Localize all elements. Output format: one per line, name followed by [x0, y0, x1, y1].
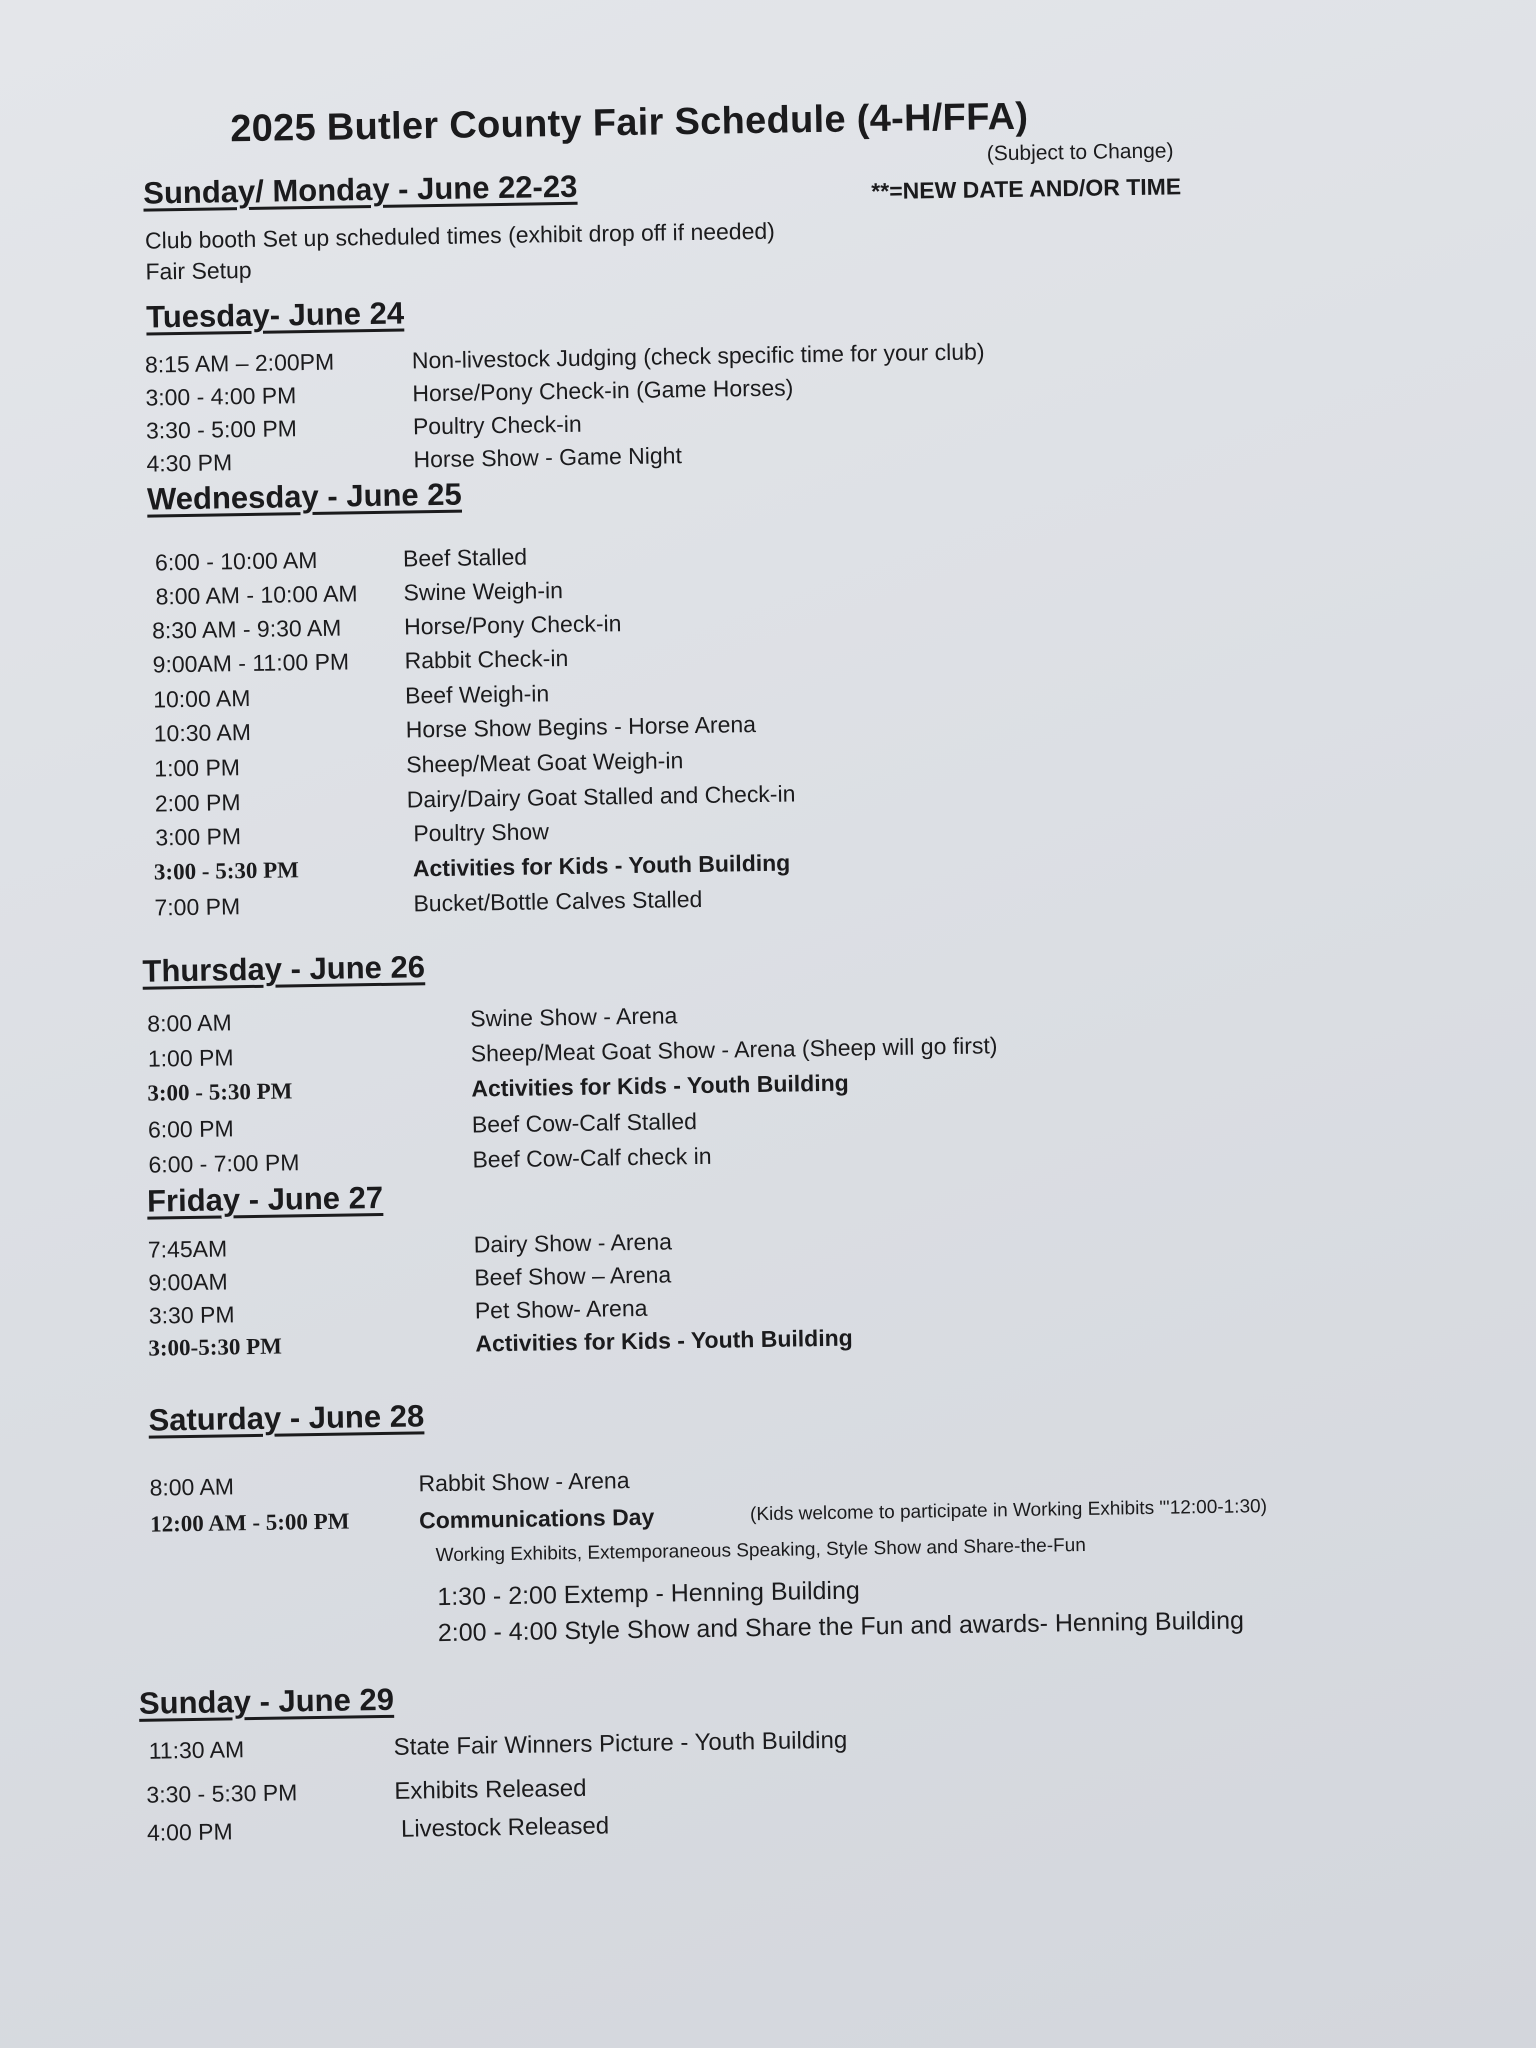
schedule-event: Bucket/Bottle Calves Stalled: [413, 885, 703, 917]
schedule-event: Sheep/Meat Goat Weigh-in: [406, 747, 684, 778]
schedule-time: 4:30 PM: [146, 449, 233, 477]
day-heading-tuesday: Tuesday- June 24: [145, 295, 405, 335]
schedule-time: 10:30 AM: [153, 718, 252, 747]
schedule-time: 9:00AM - 11:00 PM: [152, 648, 350, 678]
schedule-time: 8:15 AM – 2:00PM: [144, 348, 335, 378]
schedule-event: Poultry Show: [413, 818, 550, 847]
subject-note: (Subject to Change): [986, 139, 1174, 166]
schedule-event: Beef Stalled: [402, 543, 528, 572]
schedule-time: 3:30 PM: [148, 1301, 235, 1329]
schedule-time: 8:30 AM - 9:30 AM: [151, 614, 342, 644]
schedule-event: Horse Show - Game Night: [413, 442, 683, 473]
communications-sub-item: 1:30 - 2:00 Extemp - Henning Building: [437, 1576, 860, 1612]
schedule-event: Horse Show Begins - Horse Arena: [405, 711, 757, 743]
schedule-event: Dairy Show - Arena: [473, 1228, 673, 1258]
schedule-time: 8:00 AM - 10:00 AM: [155, 580, 358, 610]
setup-line: Fair Setup: [145, 256, 252, 285]
page-title: 2025 Butler County Fair Schedule (4-H/FFA): [229, 95, 1029, 151]
communications-sub-note: Working Exhibits, Extemporaneous Speaking, Style Show and Share-the-Fun: [435, 1534, 1087, 1567]
schedule-event: Communications Day: [418, 1503, 655, 1534]
schedule-event: Rabbit Show - Arena: [418, 1467, 630, 1497]
setup-line: Club booth Set up scheduled times (exhibit drop off if needed): [144, 217, 776, 254]
schedule-event: Dairy/Dairy Goat Stalled and Check-in: [406, 780, 796, 813]
schedule-time: 6:00 - 7:00 PM: [148, 1149, 300, 1178]
schedule-event: Horse/Pony Check-in (Game Horses): [412, 374, 794, 407]
schedule-time: 11:30 AM: [148, 1736, 245, 1764]
schedule-event: Beef Show – Arena: [474, 1261, 672, 1291]
schedule-time: 12:00 AM - 5:00 PM: [149, 1508, 350, 1537]
schedule-event: Beef Cow-Calf Stalled: [471, 1108, 698, 1138]
schedule-time: 9:00AM: [148, 1268, 228, 1296]
schedule-event: Livestock Released: [400, 1812, 610, 1843]
day-heading-wednesday: Wednesday - June 25: [146, 476, 463, 517]
schedule-event: Activities for Kids - Youth Building: [412, 849, 791, 882]
schedule-time: 3:00 - 4:00 PM: [145, 382, 297, 411]
day-heading-thursday: Thursday - June 26: [142, 949, 426, 989]
schedule-time: 8:00 AM: [147, 1009, 232, 1037]
schedule-time: 2:00 PM: [154, 789, 241, 817]
schedule-time: 6:00 - 10:00 AM: [154, 546, 318, 576]
schedule-event: Exhibits Released: [394, 1774, 587, 1805]
new-date-note: **=NEW DATE AND/OR TIME: [871, 173, 1182, 205]
schedule-time: 3:00 - 5:30 PM: [153, 857, 300, 885]
schedule-time: 1:00 PM: [147, 1044, 234, 1072]
schedule-event: Beef Cow-Calf check in: [472, 1142, 712, 1173]
schedule-event: Swine Show - Arena: [470, 1002, 678, 1032]
day-heading-sunday-monday: Sunday/ Monday - June 22-23: [142, 168, 578, 211]
schedule-time: 3:30 - 5:30 PM: [146, 1779, 298, 1808]
schedule-event: State Fair Winners Picture - Youth Building: [393, 1726, 848, 1761]
day-heading-sunday: Sunday - June 29: [138, 1681, 395, 1721]
schedule-event: Pet Show- Arena: [474, 1294, 648, 1324]
schedule-time: 6:00 PM: [147, 1115, 234, 1143]
schedule-time: 10:00 AM: [153, 684, 251, 713]
day-heading-friday: Friday - June 27: [146, 1179, 384, 1219]
communications-sub-item: 2:00 - 4:00 Style Show and Share the Fun and awards- Henning Building: [437, 1606, 1245, 1648]
schedule-time: 3:30 - 5:00 PM: [145, 415, 298, 444]
schedule-time: 1:00 PM: [154, 754, 241, 782]
schedule-event: Activities for Kids - Youth Building: [475, 1324, 853, 1357]
schedule-event: Non-livestock Judging (check specific time for your club): [411, 338, 985, 374]
schedule-event: Poultry Check-in: [412, 410, 582, 440]
schedule-time: 4:00 PM: [146, 1818, 233, 1846]
schedule-time: 7:00 PM: [154, 893, 241, 921]
communications-side-note: (Kids welcome to participate in Working Exhibits "'12:00-1:30): [749, 1496, 1268, 1526]
day-heading-saturday: Saturday - June 28: [148, 1398, 425, 1438]
schedule-time: 3:00 PM: [155, 823, 242, 851]
schedule-event: Rabbit Check-in: [404, 644, 569, 674]
schedule-time: 8:00 AM: [149, 1473, 235, 1501]
schedule-event: Beef Weigh-in: [404, 680, 550, 709]
schedule-event: Sheep/Meat Goat Show - Arena (Sheep will go first): [470, 1032, 998, 1067]
schedule-time: 3:00-5:30 PM: [148, 1333, 283, 1361]
schedule-event: Horse/Pony Check-in: [403, 610, 622, 640]
schedule-event: Swine Weigh-in: [403, 577, 564, 606]
schedule-time: 7:45AM: [147, 1235, 228, 1263]
schedule-event: Activities for Kids - Youth Building: [471, 1069, 849, 1102]
schedule-time: 3:00 - 5:30 PM: [147, 1078, 293, 1106]
